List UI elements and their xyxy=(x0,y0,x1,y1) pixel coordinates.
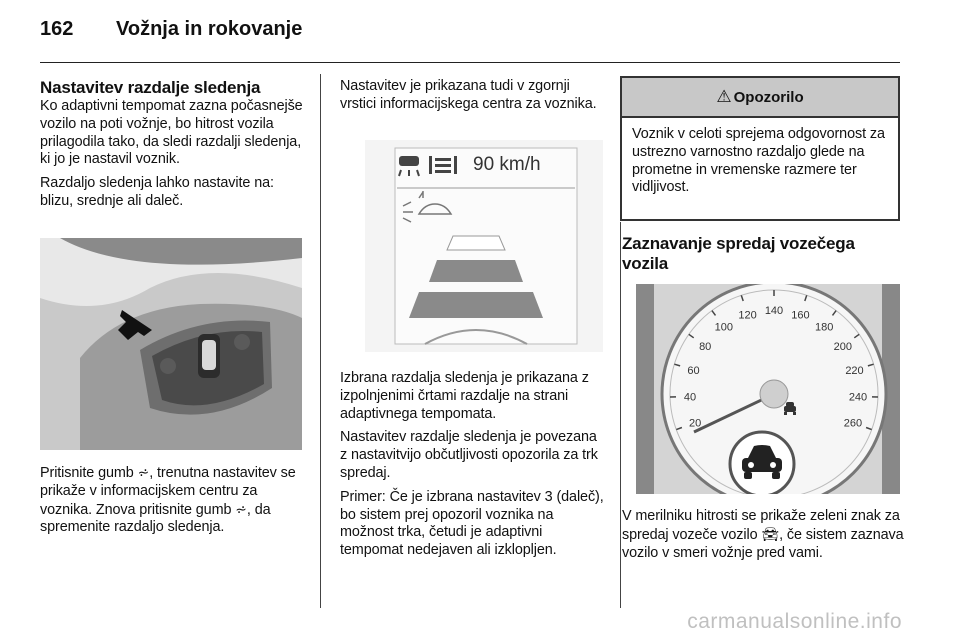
column-2 xyxy=(340,78,604,114)
gauge-tick-label: 240 xyxy=(848,391,868,404)
section-heading: Zaznavanje spredaj vozečega vozila xyxy=(622,234,855,273)
car-front-icon: 🚘︎ xyxy=(761,525,780,542)
watermark: carmanualsonline.info xyxy=(687,610,902,633)
paragraph: Nastavitev je prikazana tudi v zgornji vrstici informacijskega centra za voznika. xyxy=(340,78,597,112)
paragraph: Primer: Če je izbrana nastavitev 3 (daleč), bo sistem prej opozoril voznika na možnost trka, četudi je adaptivni tempomat nedejaven ali izklopljen. xyxy=(340,488,604,559)
speed-readout: 90 km/h xyxy=(473,154,541,175)
column-divider xyxy=(320,74,321,608)
gauge-tick-label: 220 xyxy=(845,364,864,377)
gauge-tick-label: 80 xyxy=(699,340,712,353)
gauge-tick-label: 260 xyxy=(843,417,863,430)
speedometer-figure xyxy=(636,284,900,494)
paragraph: Razdaljo sledenja lahko nastavite na: blizu, srednje ali daleč. xyxy=(40,175,274,209)
warning-text: Voznik v celoti sprejema odgovornost za ustrezno varnostno razdaljo glede na prometne in vremenske razmere ter vidljivost. xyxy=(632,126,885,196)
detection-section xyxy=(622,234,902,274)
paragraph: Ko adaptivni tempomat zazna počasnejše vozilo na poti vožnje, bo hitrost vozila prilagodila tako, da sledi razdalji sledenja, ki jo je nastavil voznik. xyxy=(40,98,303,168)
gauge-tick-label: 100 xyxy=(714,321,733,334)
gauge-tick-label: 180 xyxy=(815,321,834,334)
gauge-tick-label: 40 xyxy=(683,391,697,404)
page-number: 162 xyxy=(40,18,74,40)
column-2-text xyxy=(340,370,604,560)
page-title: Vožnja in rokovanje xyxy=(116,18,303,40)
gauge-tick-label: 120 xyxy=(738,309,757,322)
header-rule xyxy=(40,62,900,63)
gauge-tick-label: 160 xyxy=(791,309,810,322)
warning-title: Opozorilo xyxy=(733,88,804,106)
paragraph: Izbrana razdalja sledenja je prikazana z izpolnjenimi črtami razdalje na strani adaptivnega tempomata. xyxy=(340,370,589,422)
warning-box xyxy=(620,76,900,221)
page-header xyxy=(40,18,920,58)
paragraph: Nastavitev razdalje sledenja je povezana z nastavitvijo občutljivosti opozorila za trk spredaj. xyxy=(340,429,598,481)
instruction-paragraph: Pritisnite gumb ⩫, trenutna nastavitev se prikaže v informacijskem centru za voznika. Znova pritisnite gumb ⩫, da spremenite razdaljo sledenja. xyxy=(40,464,296,536)
column-divider xyxy=(620,222,621,608)
warning-triangle-icon: ⚠ xyxy=(716,87,732,106)
follow-distance-icon: ⩫ xyxy=(235,500,247,517)
section-heading: Nastavitev razdalje sledenja xyxy=(40,78,261,97)
gauge-tick-label: 200 xyxy=(833,340,852,353)
gauge-tick-label: 20 xyxy=(688,417,702,430)
driver-info-display-figure xyxy=(365,140,603,352)
column-1 xyxy=(40,78,304,211)
detection-text: V merilniku hitrosti se prikaže zeleni znak za spredaj vozeče vozilo 🚘︎, če sistem zaznava vozilo v smeri vožnje pred vami. xyxy=(622,508,904,561)
gauge-tick-label: 60 xyxy=(687,364,700,377)
gauge-tick-label: 140 xyxy=(764,305,784,317)
warning-header xyxy=(622,78,898,118)
steering-wheel-figure xyxy=(40,238,302,450)
follow-distance-icon: ⩫ xyxy=(137,464,150,480)
needle-hub xyxy=(760,380,788,408)
